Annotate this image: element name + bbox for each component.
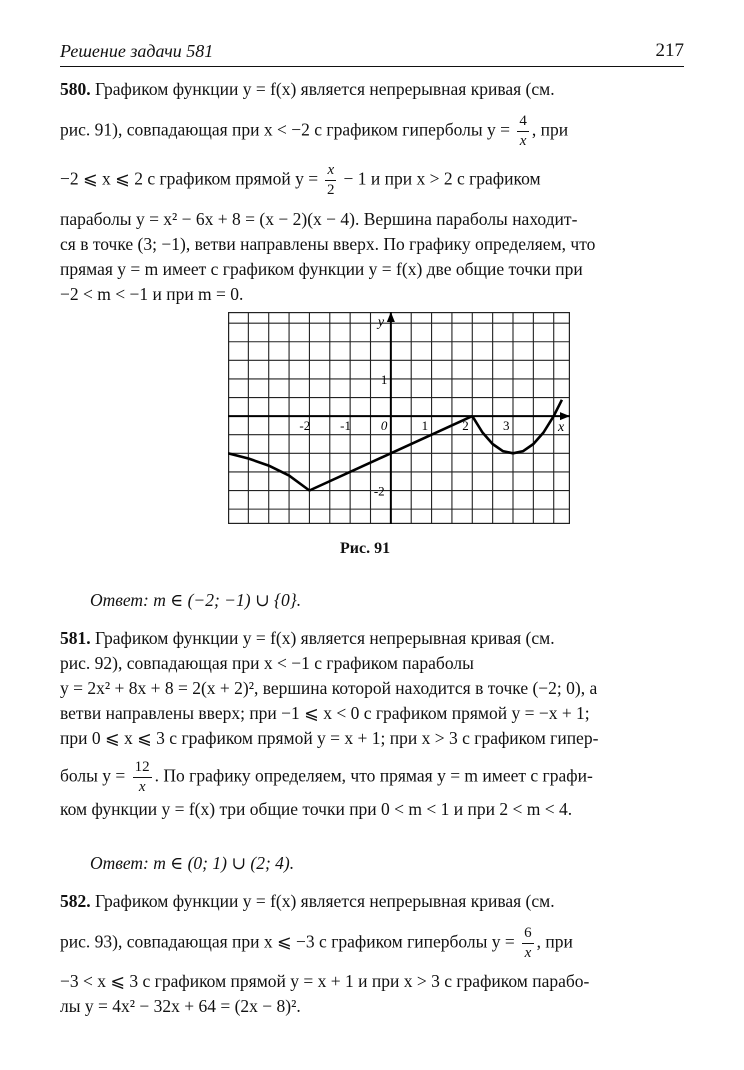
y-axis-arrow <box>387 312 395 322</box>
x-axis-arrow <box>560 412 570 420</box>
fraction-6-over-x: $\frac{6}{x}$ <box>524 925 532 961</box>
answer-580 <box>90 590 301 611</box>
answer-label: Ответ: <box>90 853 149 873</box>
x-tick-label: 1 <box>421 418 429 434</box>
y-axis-label: y <box>377 315 385 330</box>
problem-581-line-1: 581. Графиком функции y = f(x) является непрерывная кривая (см. <box>60 628 555 648</box>
running-title: Решение задачи 581 <box>60 41 214 61</box>
x-axis-label: x <box>558 420 565 436</box>
answer-text: m ∈ (−2; −1) ∪ {0}. <box>153 590 302 610</box>
problem-581-line-5: при 0 ⩽ x ⩽ 3 с графиком прямой y = x + 1; при x > 3 с графиком гипер- <box>60 728 599 748</box>
problem-581-line-3: y = 2x² + 8x + 8 = 2(x + 2)², вершина которой находится в точке (−2; 0), а <box>60 678 598 698</box>
problem-582-line-4: лы y = 4x² − 32x + 64 = (2x − 8)². <box>60 996 301 1016</box>
y-tick-label: -2 <box>373 483 385 499</box>
problem-581-line-2: рис. 92), совпадающая при x < −1 с графиком параболы <box>60 653 474 673</box>
problem-580-line-1: 580. Графиком функции y = f(x) является непрерывная кривая (см. <box>60 79 555 99</box>
problem-580-line-6: прямая y = m имеет с графиком функции y = f(x) две общие точки при <box>60 259 583 279</box>
problem-580-number: 580. <box>60 79 91 99</box>
problem-581-line-7: ком функции y = f(x) три общие точки при 0 < m < 1 и при 2 < m < 4. <box>60 799 573 819</box>
answer-581 <box>90 853 294 874</box>
fraction-4-over-x: $\frac{4}{x}$ <box>519 113 527 149</box>
problem-580-line-4: параболы y = x² − 6x + 8 = (x − 2)(x − 4). Вершина параболы находит- <box>60 209 578 229</box>
problem-582-line-2: рис. 93), совпадающая при x ⩽ −3 с графиком гиперболы y = $\frac{6}{x}$ , при <box>60 925 573 961</box>
page-number: 217 <box>655 40 684 61</box>
page-header <box>60 36 684 67</box>
x-tick-label: -1 <box>340 418 351 434</box>
problem-581-line-6: болы y = $\frac{12}{x}$ . По графику определяем, что прямая y = m имеет с графи- <box>60 759 593 795</box>
fraction-x-over-2: $\frac{x}{2}$ <box>327 162 335 198</box>
x-tick-label: 2 <box>462 418 469 434</box>
problem-582-line-3: −3 < x ⩽ 3 с графиком прямой y = x + 1 и при x > 3 с графиком парабо- <box>60 971 590 991</box>
problem-581-line-4: ветви направлены вверх; при −1 ⩽ x < 0 с графиком прямой y = −x + 1; <box>60 703 590 723</box>
answer-text: m ∈ (0; 1) ∪ (2; 4). <box>153 853 295 873</box>
problem-582-number: 582. <box>60 891 91 911</box>
answer-label: Ответ: <box>90 590 149 610</box>
problem-582-line-1: 582. Графиком функции y = f(x) является непрерывная кривая (см. <box>60 891 555 911</box>
x-tick-label: 0 <box>380 418 388 434</box>
y-tick-label: 1 <box>380 371 388 387</box>
figure-caption: Рис. 91 <box>340 540 391 557</box>
figure-91-graph <box>228 312 570 524</box>
x-tick-label: 3 <box>503 418 510 434</box>
problem-580-line-2: рис. 91), совпадающая при x < −2 с графиком гиперболы y = $\frac{4}{x}$ , при <box>60 113 569 149</box>
problem-581-number: 581. <box>60 628 91 648</box>
x-tick-label: -2 <box>299 418 311 434</box>
grid-border <box>229 313 570 524</box>
problem-580-line-7: −2 < m < −1 и при m = 0. <box>60 284 244 304</box>
problem-580-line-3: −2 ⩽ x ⩽ 2 с графиком прямой y = $\frac{x}{2}$ − 1 и при x > 2 с графиком <box>60 162 541 198</box>
fraction-12-over-x: $\frac{12}{x}$ <box>134 759 150 795</box>
parabola-branch <box>472 400 562 454</box>
problem-580-line-5: ся в точке (3; −1), ветви направлены вверх. По графику определяем, что <box>60 234 596 254</box>
